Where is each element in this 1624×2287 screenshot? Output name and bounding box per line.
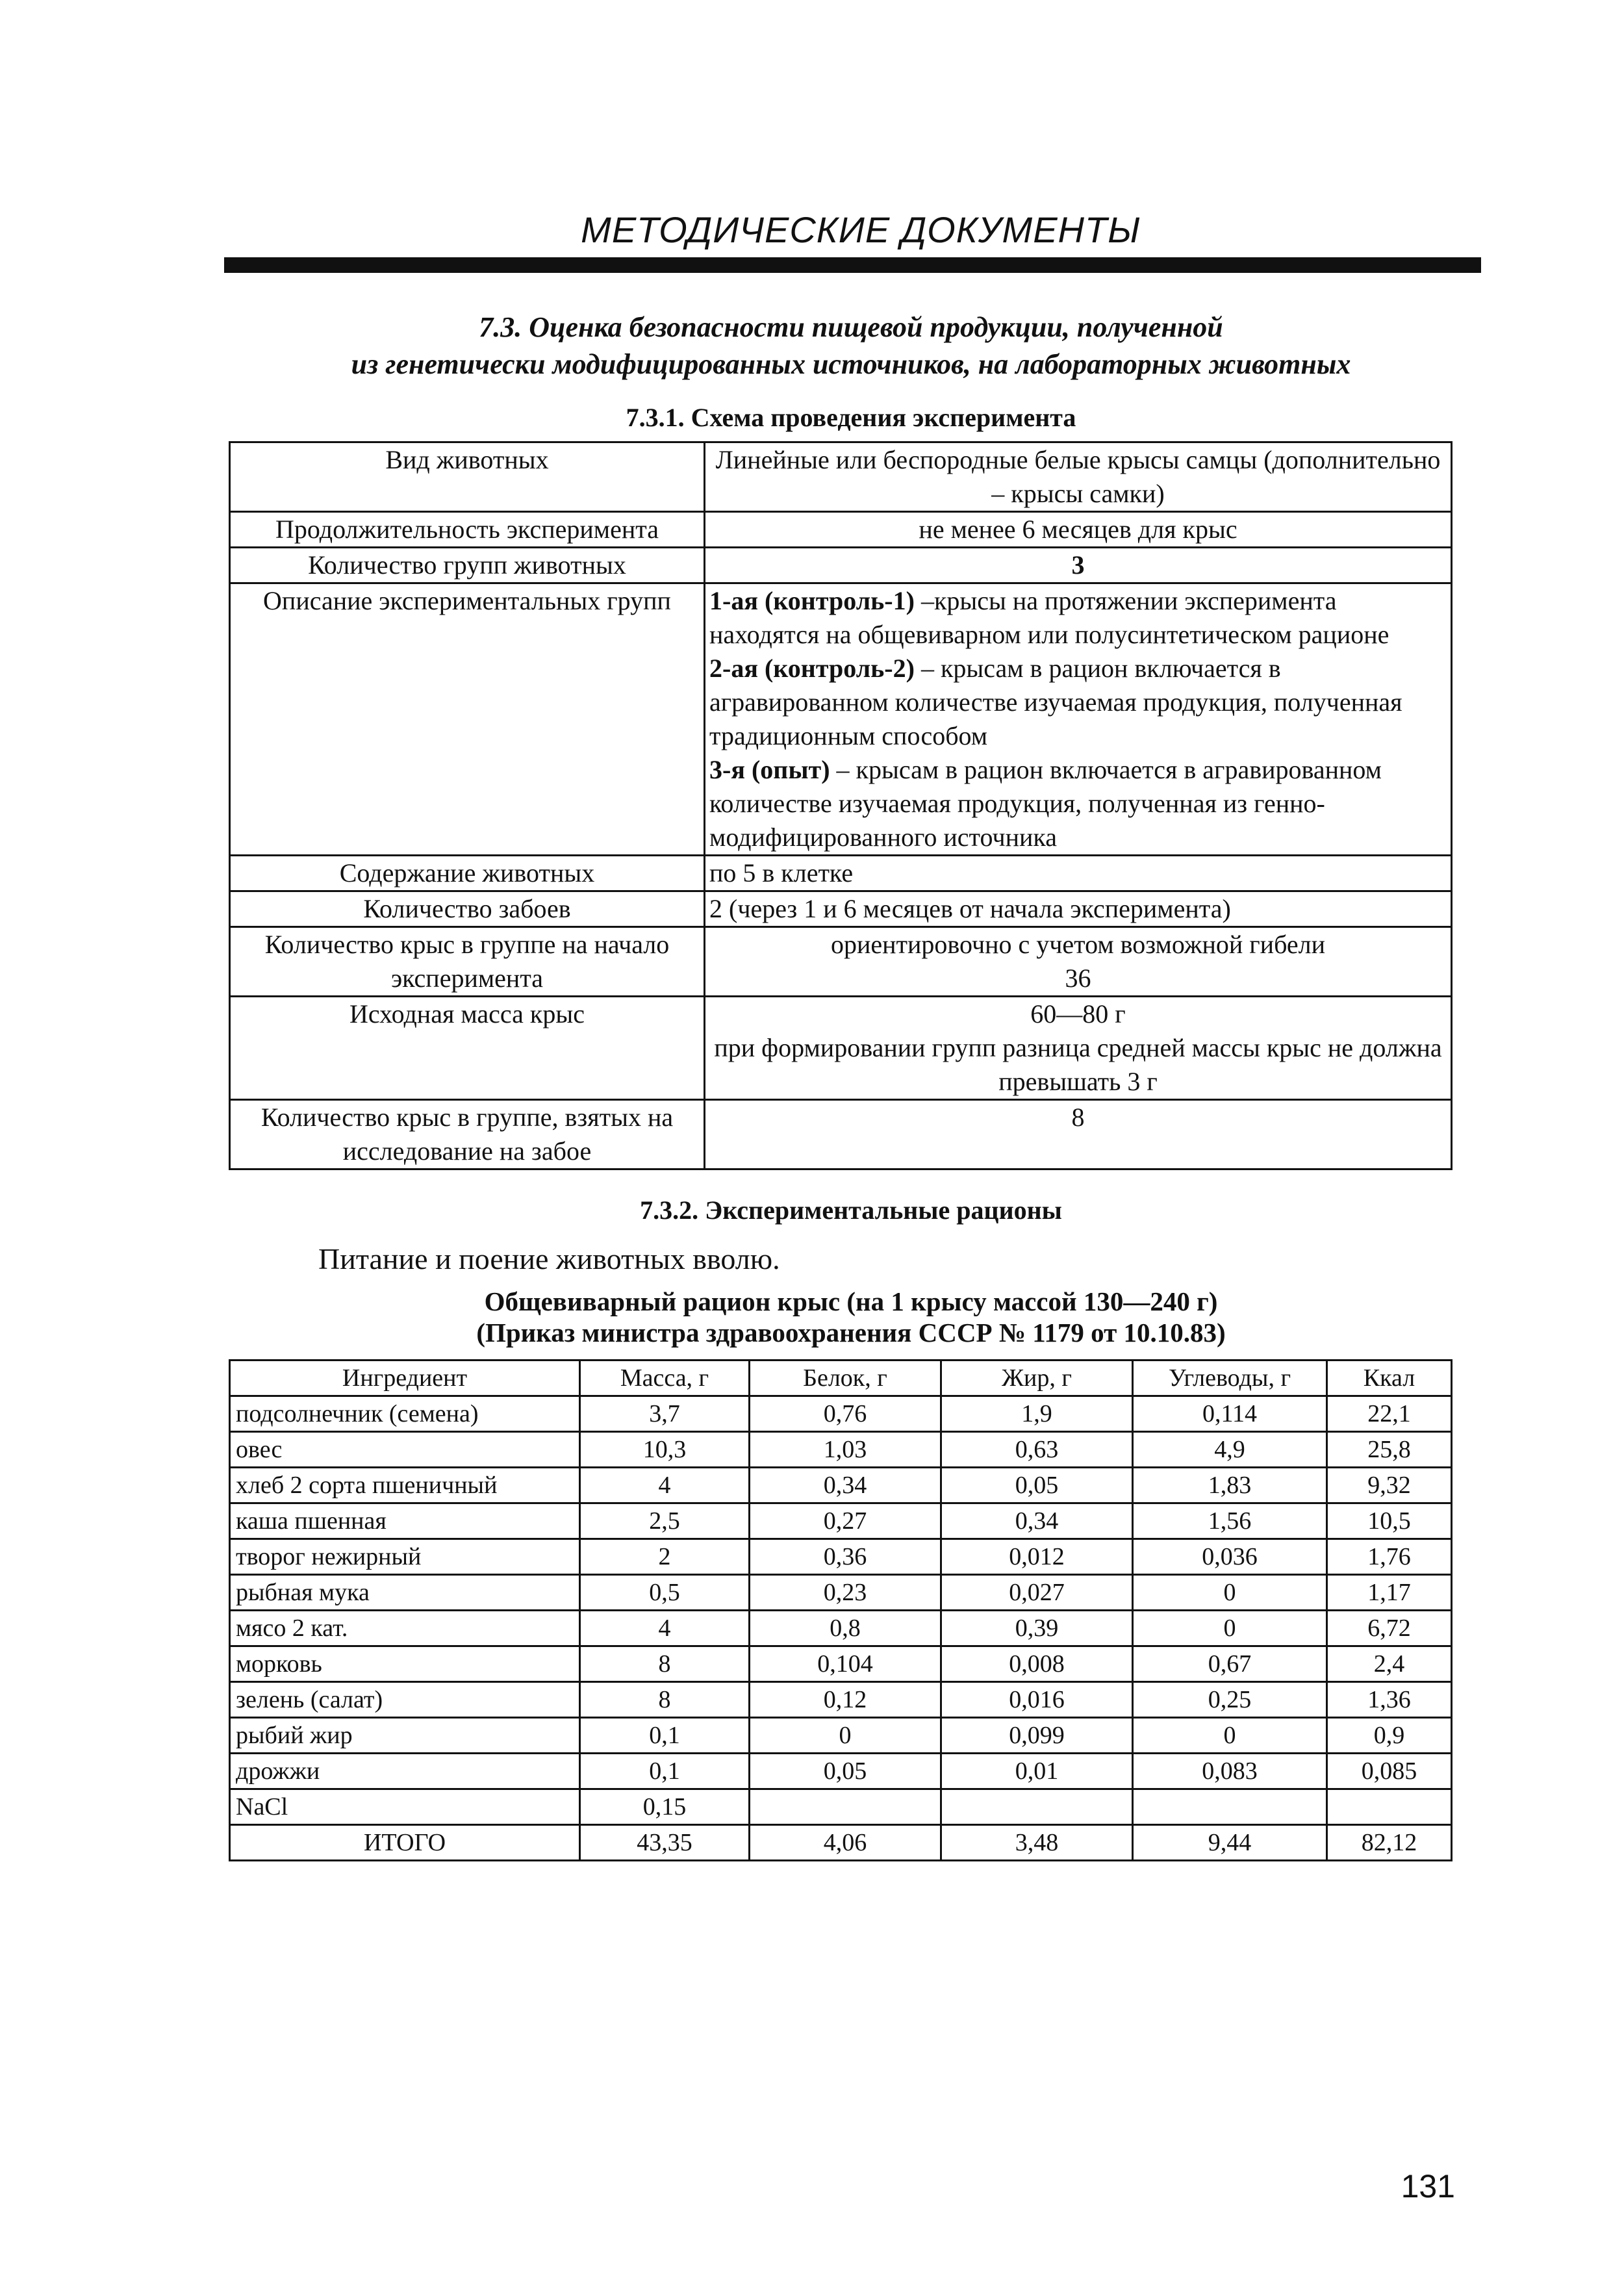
value-cell: 0,085 [1327,1754,1452,1789]
value-cell: 0,34 [941,1503,1133,1539]
scheme-label: Количество крыс в группе, взятых на исследование на забое [230,1100,705,1169]
value-cell: 9,32 [1327,1468,1452,1503]
value-cell: 0,34 [750,1468,941,1503]
ingredient-cell: зелень (салат) [230,1682,580,1718]
table-row [230,1539,1452,1575]
ingredient-cell: рыбная мука [230,1575,580,1611]
table-row [230,856,1452,891]
value-cell: 0 [1133,1718,1327,1754]
table-row [230,1100,1452,1169]
column-header: Жир, г [941,1361,1133,1396]
value-cell: 25,8 [1327,1432,1452,1468]
value-cell: 0,1 [580,1718,750,1754]
value-cell: 6,72 [1327,1611,1452,1646]
value-cell: 0,027 [941,1575,1133,1611]
value-cell: 1,9 [941,1396,1133,1432]
value-cell [750,1789,941,1825]
experiment-scheme-table [229,441,1453,1170]
value-cell: 2 [580,1539,750,1575]
table-row [230,1396,1452,1432]
value-cell: 0,01 [941,1754,1133,1789]
total-value: 43,35 [580,1825,750,1861]
table-row [230,1646,1452,1682]
scheme-label: Исходная масса крыс [230,997,705,1100]
scheme-label: Количество групп животных [230,548,705,583]
group-description [709,652,1447,753]
value-cell: 0,25 [1133,1682,1327,1718]
value-cell: 1,83 [1133,1468,1327,1503]
scheme-value-line: 36 [1065,964,1091,993]
value-cell: 4,9 [1133,1432,1327,1468]
value-cell: 8 [580,1682,750,1718]
value-cell [1327,1789,1452,1825]
running-header: МЕТОДИЧЕСКИЕ ДОКУМЕНТЫ [581,209,1141,250]
value-cell: 0,012 [941,1539,1133,1575]
value-cell [1133,1789,1327,1825]
value-cell: 0,099 [941,1718,1133,1754]
diets-heading: 7.3.2. Экспериментальные рационы [640,1195,1062,1225]
scheme-value: Линейные или беспородные белые крысы самцы (дополнительно – крысы самки) [705,442,1452,512]
value-cell: 10,3 [580,1432,750,1468]
diets-text: Питание и поение животных вволю. [318,1242,780,1275]
ingredient-cell: NaCl [230,1789,580,1825]
scheme-label: Содержание животных [230,856,705,891]
table-row [230,1754,1452,1789]
value-cell: 0,1 [580,1754,750,1789]
group-description [709,584,1447,652]
value-cell: 0,23 [750,1575,941,1611]
scheme-value [705,927,1452,997]
value-cell: 0,036 [1133,1539,1327,1575]
column-header: Углеводы, г [1133,1361,1327,1396]
scheme-value: 2 (через 1 и 6 месяцев от начала эксперимента) [705,891,1452,927]
total-value: 82,12 [1327,1825,1452,1861]
value-cell: 0,67 [1133,1646,1327,1682]
column-header: Ккал [1327,1361,1452,1396]
total-value: 9,44 [1133,1825,1327,1861]
diet-table-title-1: Общевиварный рацион крыс (на 1 крысу массой 130—240 г) [484,1286,1218,1316]
diet-table-title-2: (Приказ министра здравоохранения СССР № 1179 от 10.10.83) [476,1318,1226,1348]
value-cell: 4 [580,1468,750,1503]
group-name: 1-ая (контроль-1) [709,586,915,615]
value-cell: 0,008 [941,1646,1133,1682]
value-cell: 0,15 [580,1789,750,1825]
section-title-line-2: из генетически модифицированных источников, на лабораторных животных [351,348,1351,380]
value-cell: 0,083 [1133,1754,1327,1789]
value-cell: 2,5 [580,1503,750,1539]
scheme-label: Продолжительность эксперимента [230,512,705,548]
scheme-label: Количество забоев [230,891,705,927]
scheme-value: не менее 6 месяцев для крыс [705,512,1452,548]
total-value: 4,06 [750,1825,941,1861]
total-row [230,1825,1452,1861]
group-descriptions [705,583,1452,856]
group-name: 3-я (опыт) [709,755,830,784]
column-header: Масса, г [580,1361,750,1396]
table-row [230,1611,1452,1646]
value-cell: 1,76 [1327,1539,1452,1575]
value-cell: 0 [750,1718,941,1754]
value-cell [941,1789,1133,1825]
value-cell: 10,5 [1327,1503,1452,1539]
header-rule [224,257,1481,273]
table-row [230,1575,1452,1611]
table-row [230,1468,1452,1503]
value-cell: 0,5 [580,1575,750,1611]
table-row [230,548,1452,583]
ingredient-cell: морковь [230,1646,580,1682]
value-cell: 0,05 [750,1754,941,1789]
value-cell: 0,63 [941,1432,1133,1468]
table-header-row [230,1361,1452,1396]
value-cell: 0,8 [750,1611,941,1646]
value-cell: 0,36 [750,1539,941,1575]
ingredient-cell: овес [230,1432,580,1468]
total-label: ИТОГО [230,1825,580,1861]
value-cell: 3,7 [580,1396,750,1432]
table-row [230,1503,1452,1539]
value-cell: 1,03 [750,1432,941,1468]
scheme-value-line: ориентировочно с учетом возможной гибели [830,930,1326,959]
value-cell: 0,27 [750,1503,941,1539]
scheme-label: Количество крыс в группе на начало эксперимента [230,927,705,997]
ingredient-cell: подсолнечник (семена) [230,1396,580,1432]
scheme-value: 8 [705,1100,1452,1169]
ingredient-cell: мясо 2 кат. [230,1611,580,1646]
value-cell: 0 [1133,1611,1327,1646]
ingredient-cell: дрожжи [230,1754,580,1789]
page-number: 131 [1401,2168,1455,2204]
group-name: 2-ая (контроль-2) [709,654,915,683]
group-text: – крысам в рацион включается в агравированном количестве изучаемая продукция, полученная из генно-модифицированного источника [709,755,1382,852]
table-row [230,891,1452,927]
value-cell: 1,17 [1327,1575,1452,1611]
scheme-label: Вид животных [230,442,705,512]
scheme-label: Описание экспериментальных групп [230,583,705,856]
value-cell: 0,104 [750,1646,941,1682]
value-cell: 1,56 [1133,1503,1327,1539]
table-row [230,512,1452,548]
value-cell: 22,1 [1327,1396,1452,1432]
value-cell: 0,12 [750,1682,941,1718]
section-title-line-1: 7.3. Оценка безопасности пищевой продукции, полученной [479,311,1223,343]
scheme-value-line: при формировании групп разница средней массы крыс не должна превышать 3 г [714,1033,1442,1096]
scheme-value-line: 60—80 г [1030,999,1126,1029]
ingredient-cell: каша пшенная [230,1503,580,1539]
ingredient-cell: хлеб 2 сорта пшеничный [230,1468,580,1503]
column-header: Ингредиент [230,1361,580,1396]
table-row [230,1432,1452,1468]
scheme-value: по 5 в клетке [705,856,1452,891]
table-row [230,1718,1452,1754]
table-row [230,583,1452,856]
group-text: –крысы на протяжении эксперимента находятся на общевиварном или полусинтетическом рационе [709,586,1389,649]
table-row [230,927,1452,997]
value-cell: 0 [1133,1575,1327,1611]
value-cell: 0,39 [941,1611,1133,1646]
group-text: – крысам в рацион включается в агравированном количестве изучаемая продукция, полученная традиционным способом [709,654,1402,750]
value-cell: 0,016 [941,1682,1133,1718]
table-row [230,442,1452,512]
scheme-value [705,997,1452,1100]
group-description [709,753,1447,854]
scheme-value: 3 [705,548,1452,583]
value-cell: 1,36 [1327,1682,1452,1718]
table-row [230,1682,1452,1718]
value-cell: 0,9 [1327,1718,1452,1754]
column-header: Белок, г [750,1361,941,1396]
value-cell: 0,76 [750,1396,941,1432]
ingredient-cell: творог нежирный [230,1539,580,1575]
value-cell: 2,4 [1327,1646,1452,1682]
diet-table [229,1359,1453,1861]
table-row [230,1789,1452,1825]
value-cell: 0,114 [1133,1396,1327,1432]
value-cell: 8 [580,1646,750,1682]
table-row [230,997,1452,1100]
value-cell: 4 [580,1611,750,1646]
total-value: 3,48 [941,1825,1133,1861]
value-cell: 0,05 [941,1468,1133,1503]
scheme-heading: 7.3.1. Схема проведения эксперимента [626,403,1076,432]
ingredient-cell: рыбий жир [230,1718,580,1754]
